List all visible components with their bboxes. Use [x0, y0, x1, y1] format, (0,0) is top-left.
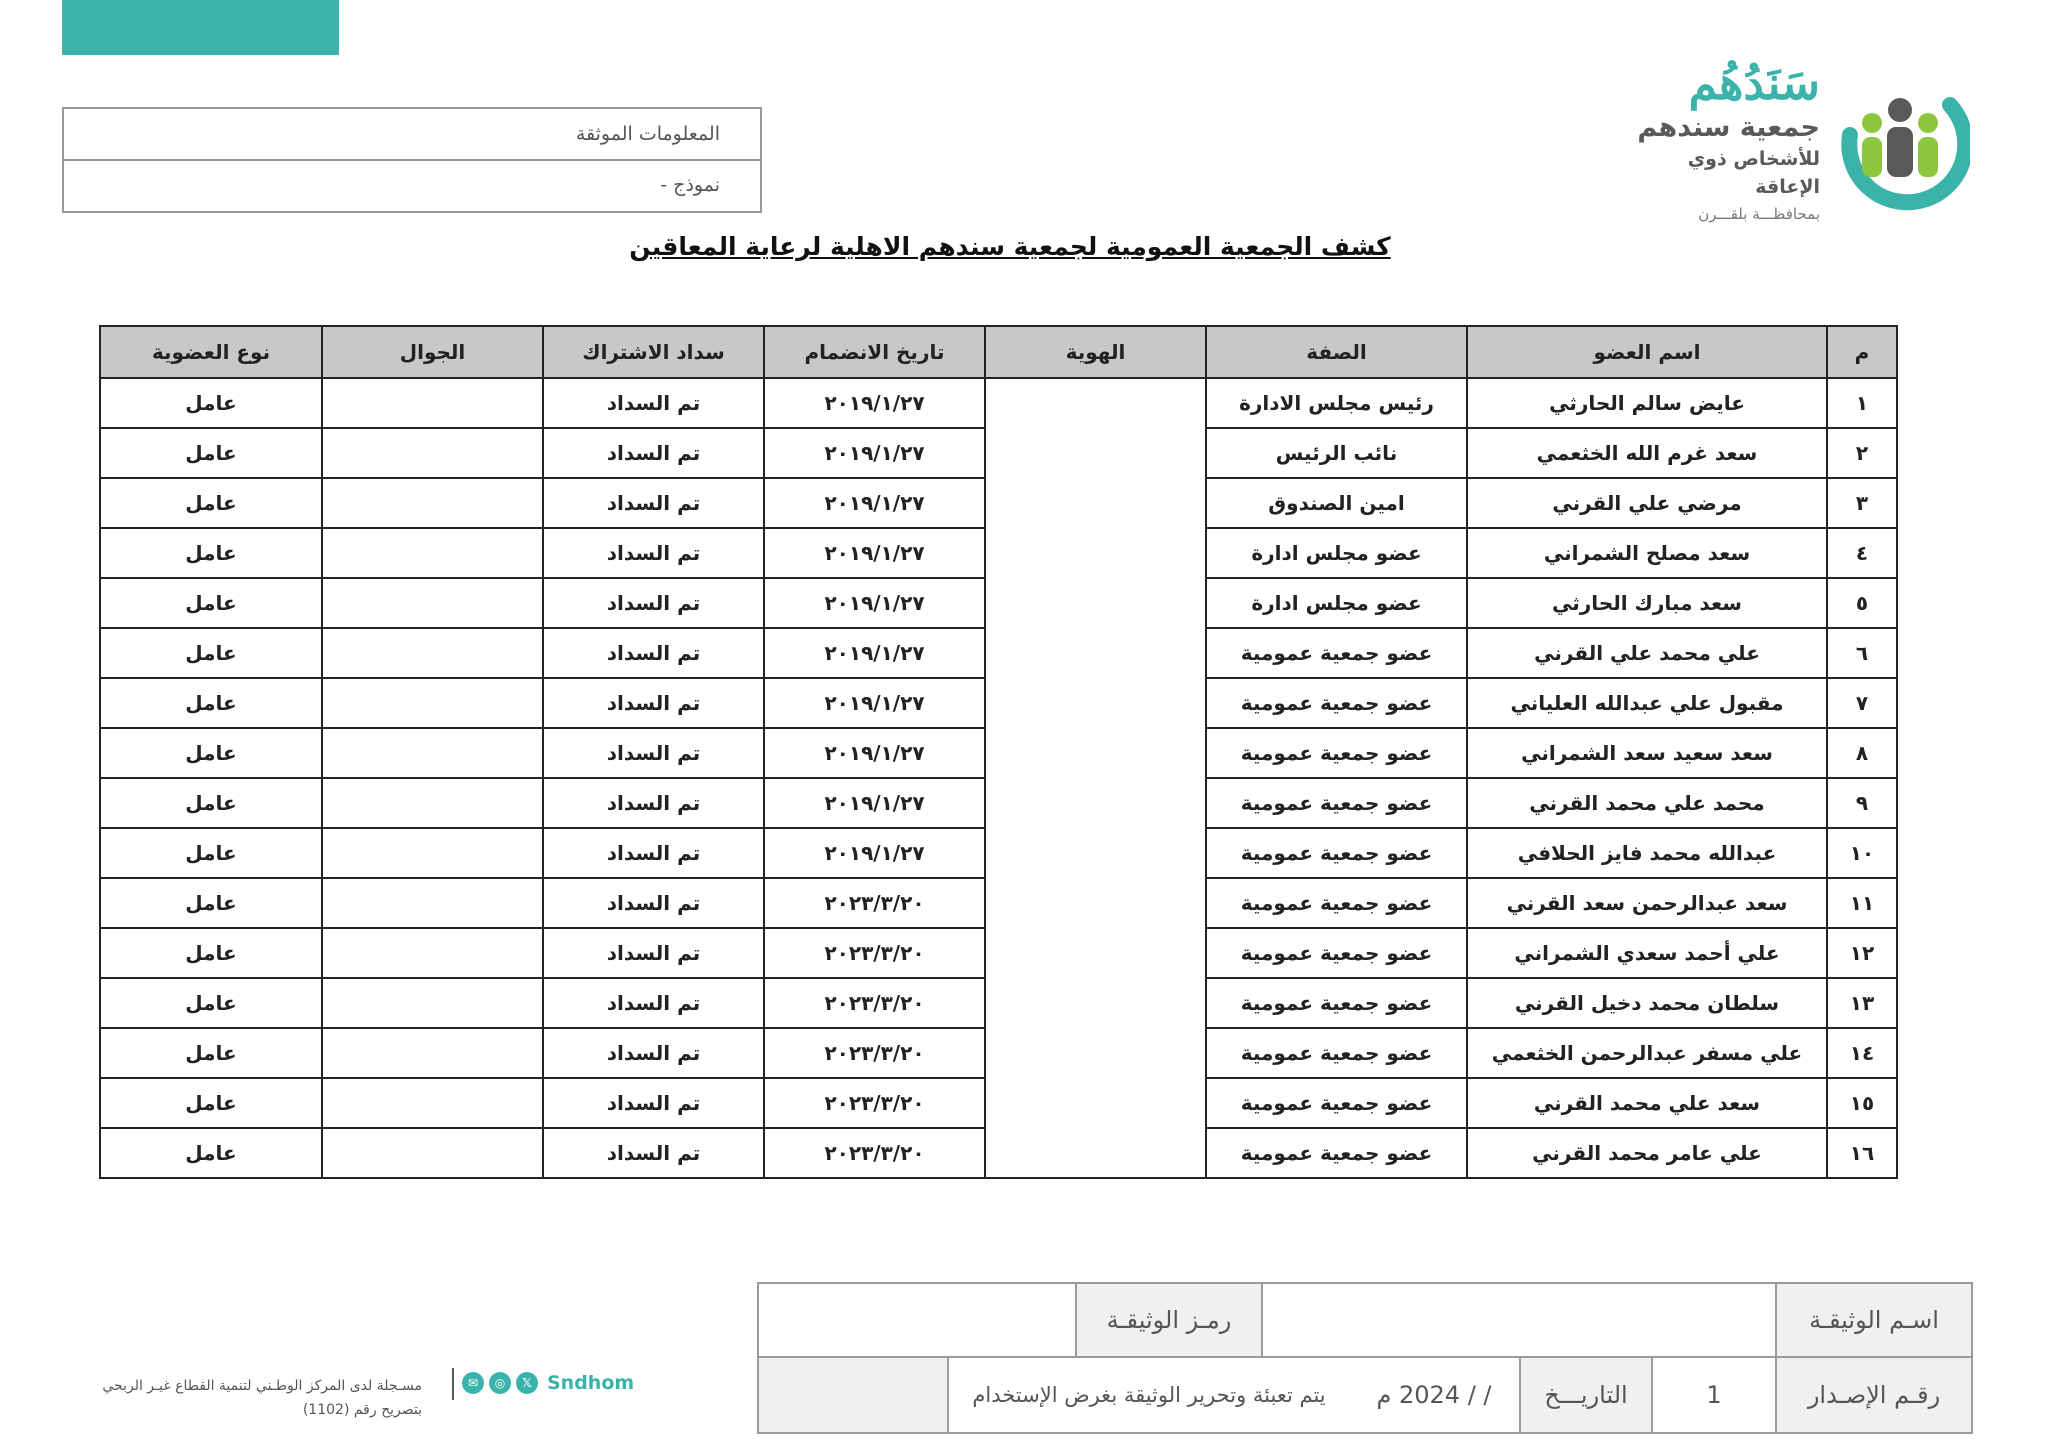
table-row	[100, 428, 1897, 478]
table-row	[100, 778, 1897, 828]
phone	[322, 678, 543, 728]
header-membership-type: نوع العضوية	[100, 326, 322, 378]
membership-type: عامل	[100, 1128, 322, 1178]
phone	[322, 728, 543, 778]
member-role: عضو جمعية عمومية	[1206, 1028, 1467, 1078]
membership-type: عامل	[100, 478, 322, 528]
phone	[322, 828, 543, 878]
join-date: ٢٠١٩/١/٢٧	[764, 378, 985, 428]
document-footer-box	[757, 1282, 1973, 1434]
row-num: ١٢	[1827, 928, 1897, 978]
join-date: ٢٠١٩/١/٢٧	[764, 478, 985, 528]
payment-status: تم السداد	[543, 1128, 764, 1178]
phone	[322, 378, 543, 428]
payment-status: تم السداد	[543, 428, 764, 478]
phone	[322, 878, 543, 928]
doc-name-value	[1261, 1284, 1777, 1358]
member-id	[985, 978, 1206, 1028]
payment-status: تم السداد	[543, 378, 764, 428]
mail-icon[interactable]: ✉	[462, 1372, 484, 1394]
payment-status: تم السداد	[543, 478, 764, 528]
row-num: ٢	[1827, 428, 1897, 478]
member-role: امين الصندوق	[1206, 478, 1467, 528]
issue-number-value: 1	[1653, 1358, 1777, 1432]
phone	[322, 428, 543, 478]
doc-code-label: رمـز الوثيقـة	[1077, 1284, 1261, 1358]
row-num: ١	[1827, 378, 1897, 428]
phone	[322, 578, 543, 628]
member-name: سعد مصلح الشمراني	[1467, 528, 1827, 578]
member-id	[985, 878, 1206, 928]
table-row	[100, 378, 1897, 428]
member-id	[985, 528, 1206, 578]
join-date: ٢٠١٩/١/٢٧	[764, 578, 985, 628]
member-role: عضو جمعية عمومية	[1206, 1128, 1467, 1178]
logo-subtitle: للأشخاص ذوي الإعاقة	[1687, 148, 1820, 198]
membership-type: عامل	[100, 778, 322, 828]
date-label: التاريـــخ	[1521, 1358, 1653, 1432]
phone	[322, 478, 543, 528]
header-payment: سداد الاشتراك	[543, 326, 764, 378]
doc-name-label: اسـم الوثيقـة	[1777, 1284, 1971, 1358]
social-handle: Sndhom	[547, 1372, 635, 1394]
membership-type: عامل	[100, 528, 322, 578]
member-name: مرضي علي القرني	[1467, 478, 1827, 528]
payment-status: تم السداد	[543, 628, 764, 678]
membership-type: عامل	[100, 928, 322, 978]
row-num: ١٤	[1827, 1028, 1897, 1078]
membership-type: عامل	[100, 578, 322, 628]
join-date: ٢٠٢٣/٣/٢٠	[764, 1028, 985, 1078]
phone	[322, 628, 543, 678]
logo-city: بمحافظـــة بلقـــرن	[1698, 205, 1820, 223]
phone	[322, 1078, 543, 1128]
member-id	[985, 778, 1206, 828]
doc-code-value	[759, 1284, 1077, 1358]
membership-type: عامل	[100, 428, 322, 478]
members-table	[99, 325, 1898, 1179]
member-name: سعد عبدالرحمن سعد القرني	[1467, 878, 1827, 928]
payment-status: تم السداد	[543, 1028, 764, 1078]
join-date: ٢٠١٩/١/٢٧	[764, 778, 985, 828]
member-id	[985, 578, 1206, 628]
phone	[322, 978, 543, 1028]
member-role: عضو جمعية عمومية	[1206, 728, 1467, 778]
top-accent-bar	[62, 0, 339, 55]
member-role: نائب الرئيس	[1206, 428, 1467, 478]
member-role: عضو جمعية عمومية	[1206, 678, 1467, 728]
member-role: عضو مجلس ادارة	[1206, 528, 1467, 578]
document-title: كشف الجمعية العمومية لجمعية سندهم الاهلية لرعاية المعاقين	[629, 232, 1391, 261]
table-row	[100, 728, 1897, 778]
member-name: عايض سالم الحارثي	[1467, 378, 1827, 428]
member-role: رئيس مجلس الادارة	[1206, 378, 1467, 428]
member-id	[985, 678, 1206, 728]
join-date: ٢٠٢٣/٣/٢٠	[764, 1078, 985, 1128]
payment-status: تم السداد	[543, 828, 764, 878]
member-name: سعد غرم الله الخثعمي	[1467, 428, 1827, 478]
join-date: ٢٠١٩/١/٢٧	[764, 528, 985, 578]
member-name: علي أحمد سعدي الشمراني	[1467, 928, 1827, 978]
member-id	[985, 1128, 1206, 1178]
document-info-box	[62, 107, 762, 213]
member-role: عضو جمعية عمومية	[1206, 828, 1467, 878]
issue-number-label: رقـم الإصـدار	[1777, 1358, 1971, 1432]
registration-divider	[452, 1368, 454, 1400]
member-id	[985, 428, 1206, 478]
people-icon	[1830, 65, 1970, 215]
phone	[322, 1028, 543, 1078]
table-row	[100, 678, 1897, 728]
member-role: عضو مجلس ادارة	[1206, 578, 1467, 628]
table-row	[100, 1028, 1897, 1078]
table-row	[100, 1078, 1897, 1128]
table-row	[100, 528, 1897, 578]
member-id	[985, 628, 1206, 678]
member-id	[985, 1028, 1206, 1078]
row-num: ٤	[1827, 528, 1897, 578]
social-links	[462, 1372, 634, 1394]
member-id	[985, 378, 1206, 428]
info-row-verified: المعلومات الموثقة	[575, 123, 720, 145]
join-date: ٢٠٢٣/٣/٢٠	[764, 1128, 985, 1178]
member-id	[985, 728, 1206, 778]
table-row	[100, 478, 1897, 528]
member-role: عضو جمعية عمومية	[1206, 628, 1467, 678]
phone	[322, 778, 543, 828]
usage-note: يتم تعبئة وتحرير الوثيقة بغرض الإستخدام	[972, 1383, 1326, 1407]
date-value: / / 2024 م	[1349, 1358, 1521, 1432]
row-num: ٧	[1827, 678, 1897, 728]
payment-status: تم السداد	[543, 728, 764, 778]
row-num: ١٦	[1827, 1128, 1897, 1178]
logo-text	[1620, 55, 1820, 227]
table-row	[100, 828, 1897, 878]
join-date: ٢٠١٩/١/٢٧	[764, 728, 985, 778]
row-num: ٩	[1827, 778, 1897, 828]
payment-status: تم السداد	[543, 678, 764, 728]
membership-type: عامل	[100, 378, 322, 428]
row-num: ١١	[1827, 878, 1897, 928]
logo-name: جمعية سندهم	[1637, 112, 1820, 143]
table-row	[100, 1128, 1897, 1178]
header-phone: الجوال	[322, 326, 543, 378]
payment-status: تم السداد	[543, 778, 764, 828]
membership-type: عامل	[100, 628, 322, 678]
member-name: علي مسفر عبدالرحمن الخثعمي	[1467, 1028, 1827, 1078]
logo-script: سَنَدُهُم	[1688, 56, 1820, 110]
member-id	[985, 478, 1206, 528]
membership-type: عامل	[100, 878, 322, 928]
payment-status: تم السداد	[543, 928, 764, 978]
payment-status: تم السداد	[543, 528, 764, 578]
join-date: ٢٠١٩/١/٢٧	[764, 678, 985, 728]
members-table-body	[100, 378, 1897, 1178]
registration-line-2: بتصريح رقم (1102)	[302, 1402, 422, 1418]
member-name: علي محمد علي القرني	[1467, 628, 1827, 678]
member-role: عضو جمعية عمومية	[1206, 878, 1467, 928]
row-num: ١٠	[1827, 828, 1897, 878]
info-row-form: نموذج -	[64, 159, 760, 209]
member-id	[985, 1078, 1206, 1128]
row-num: ٣	[1827, 478, 1897, 528]
payment-status: تم السداد	[543, 978, 764, 1028]
member-name: عبدالله محمد فايز الحلافي	[1467, 828, 1827, 878]
phone	[322, 928, 543, 978]
header-name: اسم العضو	[1467, 326, 1827, 378]
payment-status: تم السداد	[543, 1078, 764, 1128]
membership-type: عامل	[100, 728, 322, 778]
member-name: سعد علي محمد القرني	[1467, 1078, 1827, 1128]
member-name: مقبول علي عبدالله العلياني	[1467, 678, 1827, 728]
payment-status: تم السداد	[543, 578, 764, 628]
row-num: ١٣	[1827, 978, 1897, 1028]
join-date: ٢٠٢٣/٣/٢٠	[764, 978, 985, 1028]
member-role: عضو جمعية عمومية	[1206, 778, 1467, 828]
row-num: ٦	[1827, 628, 1897, 678]
member-id	[985, 828, 1206, 878]
member-role: عضو جمعية عمومية	[1206, 978, 1467, 1028]
membership-type: عامل	[100, 828, 322, 878]
table-row	[100, 928, 1897, 978]
footer-blank-cell	[759, 1358, 949, 1432]
membership-type: عامل	[100, 678, 322, 728]
join-date: ٢٠١٩/١/٢٧	[764, 828, 985, 878]
registration-note	[62, 1374, 422, 1422]
row-num: ٨	[1827, 728, 1897, 778]
join-date: ٢٠١٩/١/٢٧	[764, 428, 985, 478]
member-name: علي عامر محمد القرني	[1467, 1128, 1827, 1178]
member-id	[985, 928, 1206, 978]
row-num: ١٥	[1827, 1078, 1897, 1128]
membership-type: عامل	[100, 1028, 322, 1078]
organization-logo	[1620, 55, 1970, 223]
membership-type: عامل	[100, 1078, 322, 1128]
table-row	[100, 978, 1897, 1028]
table-row	[100, 628, 1897, 678]
header-join-date: تاريخ الانضمام	[764, 326, 985, 378]
row-num: ٥	[1827, 578, 1897, 628]
table-row	[100, 878, 1897, 928]
join-date: ٢٠٢٣/٣/٢٠	[764, 878, 985, 928]
membership-type: عامل	[100, 978, 322, 1028]
member-role: عضو جمعية عمومية	[1206, 928, 1467, 978]
member-role: عضو جمعية عمومية	[1206, 1078, 1467, 1128]
member-name: محمد علي محمد القرني	[1467, 778, 1827, 828]
payment-status: تم السداد	[543, 878, 764, 928]
header-id: الهوية	[985, 326, 1206, 378]
phone	[322, 1128, 543, 1178]
globe-icon[interactable]: ◎	[489, 1372, 511, 1394]
join-date: ٢٠١٩/١/٢٧	[764, 628, 985, 678]
registration-line-1: مسـجلة لدى المركز الوطـني لتنمية القطاع غيـر الربحي	[102, 1378, 422, 1394]
table-header-row	[100, 326, 1897, 378]
join-date: ٢٠٢٣/٣/٢٠	[764, 928, 985, 978]
header-role: الصفة	[1206, 326, 1467, 378]
table-row	[100, 578, 1897, 628]
member-name: سعد مبارك الحارثي	[1467, 578, 1827, 628]
header-num: م	[1827, 326, 1897, 378]
member-name: سلطان محمد دخيل القرني	[1467, 978, 1827, 1028]
member-name: سعد سعيد سعد الشمراني	[1467, 728, 1827, 778]
phone	[322, 528, 543, 578]
x-icon[interactable]: 𝕏	[516, 1372, 538, 1394]
